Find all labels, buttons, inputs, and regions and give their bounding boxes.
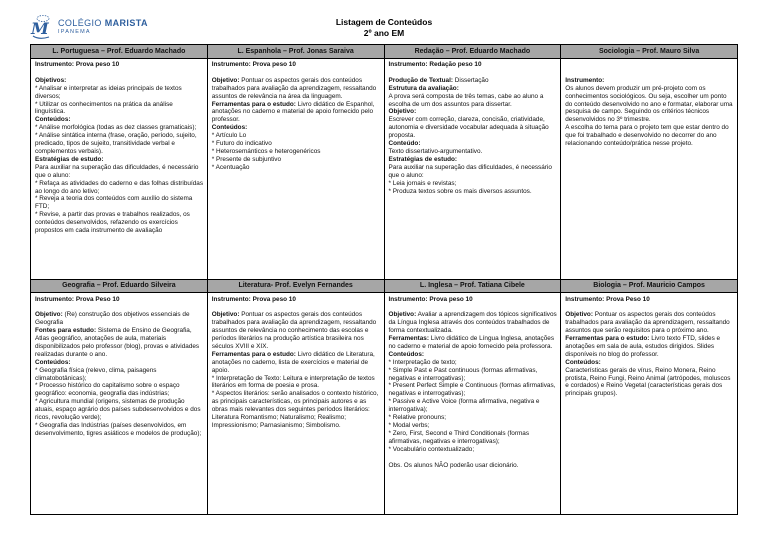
subject-content-cell — [30, 292, 207, 514]
content-line: * Análise morfológica (todas as dez classes gramaticais); — [35, 124, 197, 132]
subject-content-cell — [384, 292, 561, 514]
subject-content-cell — [384, 58, 561, 279]
content-line: * Aspectos literários: serão analisados o contexto histórico, as principais características, os principais autores e as obras mais relevantes dos seguintes períodos literários: — [211, 390, 379, 414]
content-line: Obs. Os alunos NÃO poderão usar dicionário. — [388, 461, 519, 469]
page-title-line1: Listagem de Conteúdos — [335, 17, 433, 27]
content-line: * Agricultura mundial (origens, sistemas de produção atuais, espaço agrário dos países subdesenvolvidos e dos ricos, revolução verde); — [35, 398, 201, 422]
content-line: * Interpretação de Texto: Leitura e interpretação de textos literários em forma de poesia e prosa. — [211, 374, 375, 390]
content-line: * Futuro do indicativo — [211, 140, 272, 148]
band-body-row — [30, 292, 737, 514]
content-line: Objetivos: — [35, 76, 67, 84]
content-line: Instrumento: Prova Peso 10 — [35, 295, 120, 303]
document-header — [30, 14, 738, 44]
content-line: Conteúdo: — [388, 140, 421, 148]
content-line — [389, 69, 558, 77]
subject-content-cell — [207, 292, 384, 514]
content-line: Conteúdos: — [211, 124, 248, 132]
content-line: Instrumento: Prova peso 10 — [388, 295, 473, 303]
content-line: Objetivo: (Re) construção dos objetivos essenciais de Geografia — [35, 311, 190, 327]
logo-college-name: COLÉGIO MARISTA — [58, 17, 148, 28]
band-header-row — [30, 44, 737, 58]
subject-content-cell — [560, 58, 737, 279]
subject-content-cell — [207, 58, 384, 279]
subject-header: Geografia – Prof. Eduardo Silveira — [30, 279, 207, 293]
band-header-row — [30, 279, 737, 293]
subject-header: Literatura- Prof. Evelyn Fernandes — [207, 279, 384, 293]
content-line: Objetivo: Pontuar os aspectos gerais dos conteúdos trabalhados para avaliação da aprendizagem, ressaltando assuntos que serão requisitos para o próximo ano. — [565, 311, 730, 335]
content-line: Conteúdos: — [565, 358, 601, 366]
content-line: A escolha do tema para o projeto tem que estar dentro do que foi trabalhado e desenvolvido no decorrer do ano relacionando conteúdo/prática nesse projeto. — [565, 124, 729, 148]
content-line — [565, 61, 734, 69]
content-line: Instrumento: Prova peso 10 — [35, 61, 120, 68]
content-line: * Reveja a teoria dos conteúdos com auxílio do sistema FTD; — [35, 195, 193, 211]
content-line: Para auxiliar na superação das dificuldades, é necessário que o aluno: — [35, 163, 199, 179]
subject-header: L. Portuguesa – Prof. Eduardo Machado — [30, 44, 207, 58]
content-line: Fontes para estudo: Sistema de Ensino de Geografia, Atlas geográfico, anotações de aula, materiais disponibilizados pelo professor (blog), provas e atividades realizadas durante o ano. — [35, 327, 200, 358]
content-line: A prova será composta de três temas, cabe ao aluno a escolha de um dos assuntos para dissertar. — [388, 92, 544, 108]
content-line: Literatura Romantismo; Naturalismo; Realismo; Impressionismo; Parnasianismo; Simbolismo. — [211, 414, 347, 429]
band-body-row — [30, 58, 737, 279]
content-line: Instrumento: Prova peso 10 — [211, 295, 296, 303]
content-line: Instrumento: — [565, 76, 605, 84]
page-title — [30, 17, 738, 38]
content-line: Objetivo: Pontuar os aspectos gerais dos conteúdos trabalhados para avaliação da aprendizagem, ressaltando assuntos de relevância no conhecimento das escolas e períodos literários na produção artística brasileira nos séculos XVIII e XIX. — [211, 311, 377, 350]
subject-content-cell — [30, 58, 207, 279]
content-line — [35, 69, 204, 77]
content-line: Instrumento: Prova Peso 10 — [565, 295, 650, 303]
content-line: Para auxiliar na superação das dificuldades, é necessário que o aluno: — [388, 163, 552, 179]
content-table — [30, 44, 738, 515]
content-line: Estratégias de estudo: — [35, 155, 104, 163]
content-line: * Vocabulário contextualizado; — [388, 445, 475, 453]
content-line: * Present Perfect Simple e Continuous (formas afirmativas, negativas e interrogativas); — [388, 382, 556, 398]
page-title-line2: 2º ano EM — [363, 27, 405, 38]
content-line: Conteúdos: — [35, 116, 71, 124]
content-line: * Passive e Active Voice (forma afirmativa, negativa e interrogativa); — [388, 398, 540, 414]
content-line: * Geografia física (relevo, clima, paisagens climatobotânicas); — [35, 366, 157, 382]
content-line: Características gerais de vírus, Reino Monera, Reino protista, Reino Fungi, Reino Animal (artrópodes, moluscos e cordados) e Reino Vegetal (características gerais dos principais grupos). — [565, 366, 731, 398]
content-line: * Utilizar os conhecimentos na prática da análise linguística. — [35, 100, 173, 116]
content-line — [212, 69, 381, 77]
subject-content-cell — [560, 292, 737, 514]
content-line: * Analisar e interpretar as ideias principais de textos diversos; — [35, 84, 182, 100]
content-line: Ferramentas para o estudo: Livro texto FTD, slides e anotações em sala de aula, estudos dirigidos. Slides disponíveis no blog do professor. — [565, 335, 721, 358]
content-line: Os alunos devem produzir um pré-projeto com os conhecimentos sociológicos. Ou seja, escolher um ponto do conteúdo desenvolvido no ano e formatar, elaborar uma pesquisa de campo. Seguindo os critérios técnicos desenvolvidos no 3º trimestre. — [565, 84, 733, 124]
subject-header: Redação – Prof. Eduardo Machado — [384, 44, 561, 58]
content-line: Escrever com correção, clareza, concisão, criatividade, autonomia e diversidade vocabular adequada à situação proposta. — [388, 116, 549, 140]
content-line: * Análise sintática interna (frase, oração, período, sujeito, predicado, tipos de sujeito, transitividade verbal e complementos verbais). — [35, 132, 197, 155]
content-line: * Simple Past e Past continuous (formas afirmativas, negativas e interrogativas); — [388, 366, 538, 382]
content-line: * Leia jornais e revistas; — [388, 179, 457, 187]
content-line — [35, 303, 204, 311]
content-line: * Artículo Lo — [211, 132, 247, 140]
content-line: * Heterosemánticos e heterogenéricos — [211, 147, 321, 155]
logo-unit-name: IPANEMA — [58, 28, 91, 35]
content-line: Estratégias de estudo: — [388, 155, 458, 163]
subject-header: Biologia – Prof. Mauricio Campos — [560, 279, 737, 293]
logo-brand-name: MARISTA — [104, 17, 148, 28]
content-line: * Produza textos sobre os mais diversos assuntos. — [388, 187, 532, 195]
content-line: Instrumento: Redação peso 10 — [388, 61, 482, 68]
content-line — [565, 303, 734, 311]
content-line: Texto dissertativo-argumentativo. — [388, 147, 483, 155]
content-line: Ferramentas para o estudo: Livro didático de Espanhol, anotações no caderno e material de apoio fornecido pelo professor. — [211, 100, 375, 124]
content-line: Conteúdos: — [35, 358, 71, 366]
content-line: * Acentuação — [211, 163, 250, 171]
content-line: * Relative pronouns; — [388, 414, 447, 422]
content-line — [389, 454, 558, 462]
content-line — [565, 69, 734, 77]
svg-text:M: M — [31, 19, 49, 38]
content-line: * Zero, First, Second e Third Conditionals (formas afirmativas, negativas e interrogativas); — [388, 429, 530, 445]
content-line: * Presente de subjuntivo — [211, 155, 282, 163]
content-line: * Refaça as atividades do caderno e das folhas distribuídas ao longo do ano letivo; — [35, 179, 204, 195]
subject-header: L. Espanhola – Prof. Jonas Saraiva — [207, 44, 384, 58]
content-line: * Modal verbs; — [388, 422, 430, 429]
subject-header: L. Inglesa – Prof. Tatiana Cibele — [384, 279, 561, 293]
content-line: Objetivo: Pontuar os aspectos gerais dos conteúdos trabalhados para avaliação da aprendizagem, ressaltando assuntos de relevância na área da linguagem. — [211, 76, 377, 100]
content-line: * Interpretação de texto; — [388, 358, 457, 366]
content-line: Objetivo: Avaliar a aprendizagem dos tópicos significativos da Língua Inglesa através dos conteúdos trabalhados de forma contextualizada. — [388, 311, 557, 335]
content-line: Ferramentas para o estudo: Livro didático de Literatura, anotações no caderno, lista de exercícios e material de apoio. — [211, 350, 375, 374]
content-line: Estrutura da avaliação: — [388, 84, 459, 92]
content-line — [389, 303, 558, 311]
content-line — [212, 303, 381, 311]
content-line: Produção de Textual: Dissertação — [388, 76, 489, 84]
content-line: * Geografia das Indústrias (países desenvolvidos, em desenvolvimento, tigres asiáticos e modelos de produção); — [35, 422, 202, 437]
content-line: * Revise, a partir das provas e trabalhos realizados, os conteúdos desenvolvidos, refazendo os exercícios propostos em cada instrumento de avaliação — [35, 211, 190, 235]
content-line: Ferramentas: Livro didático de Língua Inglesa, anotações no caderno e material de apoio fornecido pela professora. — [388, 335, 555, 350]
content-line: Instrumento: Prova peso 10 — [211, 61, 296, 68]
content-line: Conteúdos: — [388, 350, 424, 358]
subject-header: Sociologia – Prof. Mauro Silva — [560, 44, 737, 58]
content-line: Objetivo: — [388, 108, 417, 116]
content-line: * Processo histórico do capitalismo sobre o espaço geográfico: economia, geografia das indústrias; — [35, 382, 180, 398]
